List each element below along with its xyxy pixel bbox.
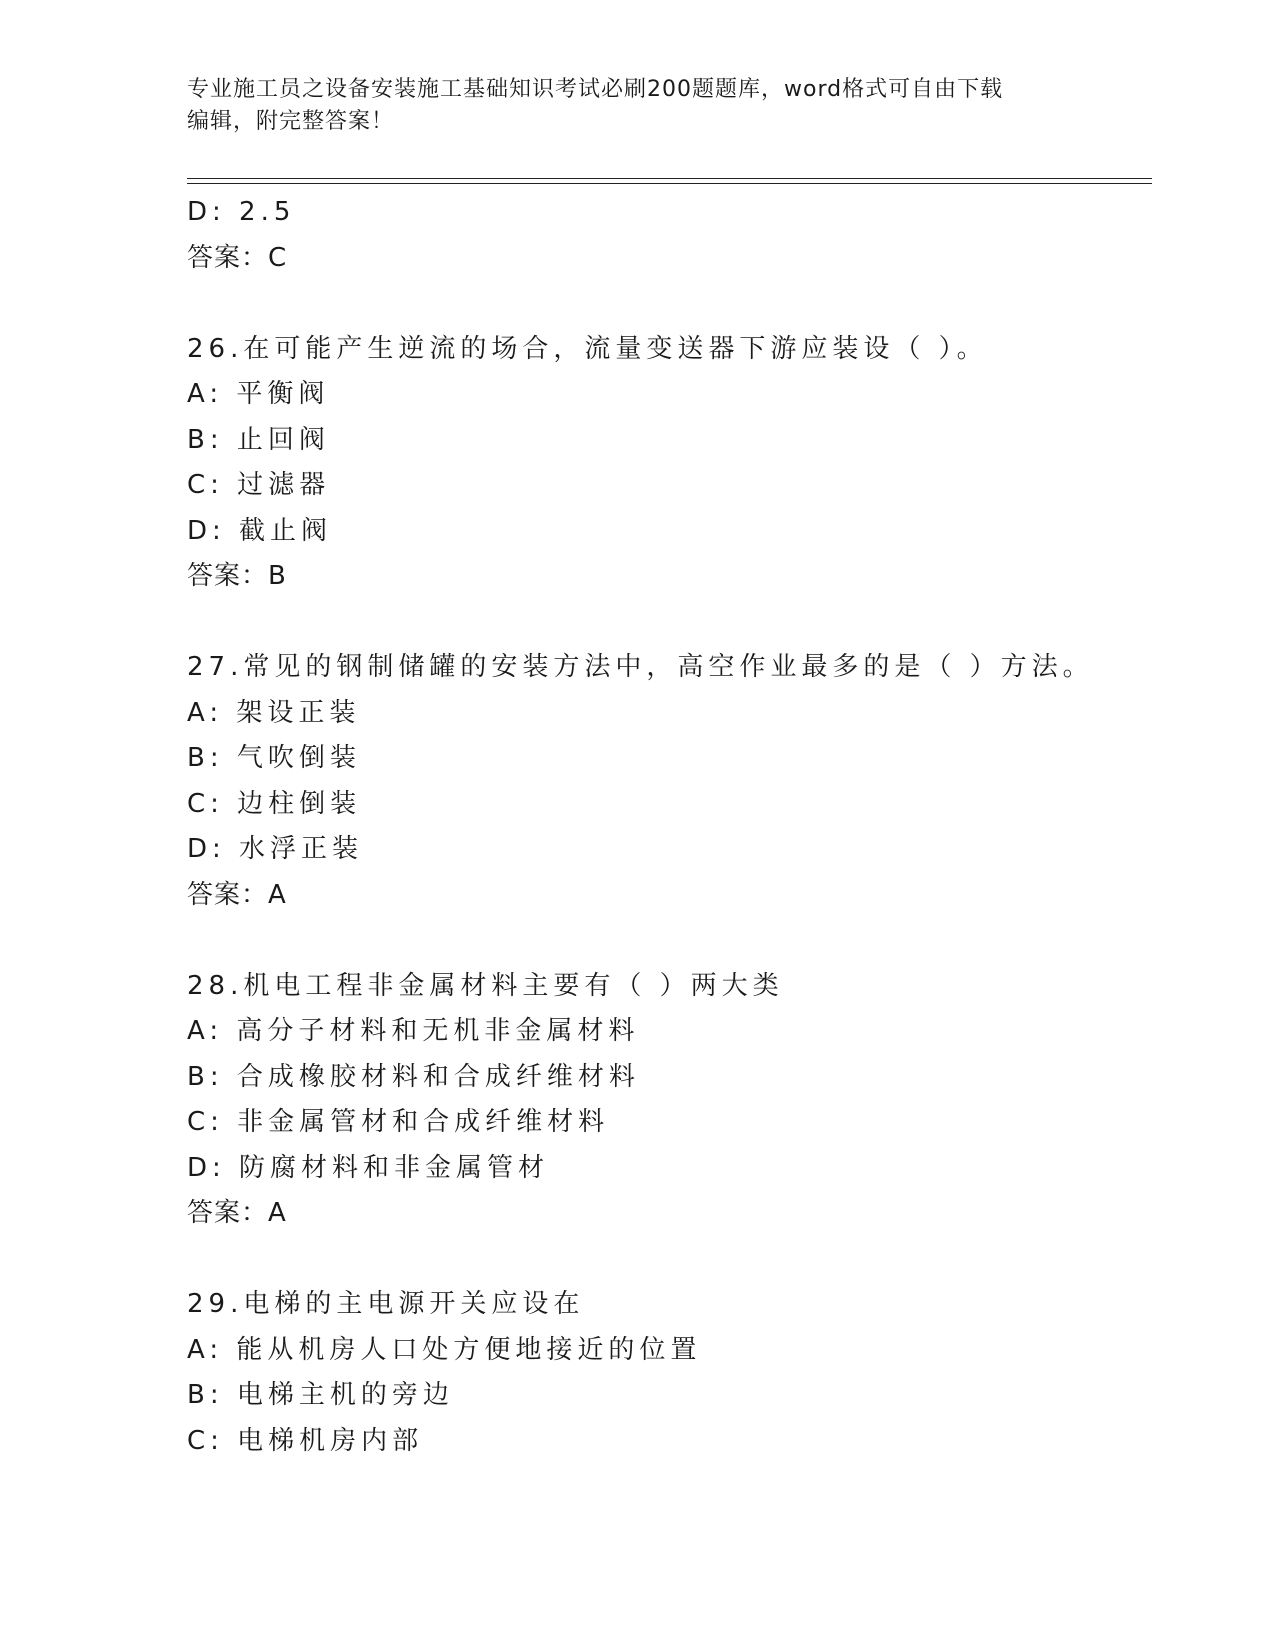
question-29 <box>187 1282 1187 1464</box>
spacer <box>187 600 1187 646</box>
option-c: C: 非金属管材和合成纤维材料 <box>187 1107 610 1137</box>
option-a: A: 平衡阀 <box>187 379 330 409</box>
answer-line: 答案：C <box>187 242 288 273</box>
option-a: A: 能从机房人口处方便地接近的位置 <box>187 1334 702 1365</box>
option-d: D: 防腐材料和非金属管材 <box>187 1152 550 1183</box>
question-27 <box>187 645 1187 918</box>
document-header <box>187 74 1067 138</box>
question-stem: 29.电梯的主电源开关应设在 <box>187 1289 585 1319</box>
question-stem: 28.机电工程非金属材料主要有（ ）两大类 <box>187 970 784 1001</box>
header-title-line-2: 编辑，附完整答案！ <box>187 109 395 134</box>
option-d: D: 截止阀 <box>187 515 333 546</box>
answer-line: 答案：A <box>187 1198 287 1228</box>
question-26 <box>187 327 1187 600</box>
answer-line: 答案：B <box>187 561 287 591</box>
option-c: C: 边柱倒装 <box>187 788 362 819</box>
option-a: A: 高分子材料和无机非金属材料 <box>187 1016 640 1046</box>
option-c: C: 过滤器 <box>187 470 331 500</box>
answer-line: 答案：A <box>187 879 287 910</box>
header-divider-bottom <box>187 183 1152 184</box>
spacer <box>187 281 1187 327</box>
question-28 <box>187 964 1187 1237</box>
option-b: B: 气吹倒装 <box>187 743 361 773</box>
option-b: B: 合成橡胶材料和合成纤维材料 <box>187 1061 640 1092</box>
previous-question-tail <box>187 190 1187 281</box>
option-d: D: 水浮正装 <box>187 834 364 864</box>
option-c: C: 电梯机房内部 <box>187 1425 424 1456</box>
header-title-line-1: 专业施工员之设备安装施工基础知识考试必刷200题题库，word格式可自由下载 <box>187 77 1004 102</box>
option-d: D: 2.5 <box>187 197 296 227</box>
option-b: B: 电梯主机的旁边 <box>187 1380 454 1410</box>
question-list <box>187 190 1187 1464</box>
question-stem: 26.在可能产生逆流的场合，流量变送器下游应装设（ ）。 <box>187 333 988 364</box>
option-b: B: 止回阀 <box>187 424 330 455</box>
option-a: A: 架设正装 <box>187 697 361 728</box>
spacer <box>187 1237 1187 1283</box>
header-divider-top <box>187 178 1152 179</box>
spacer <box>187 918 1187 964</box>
question-stem: 27.常见的钢制储罐的安装方法中，高空作业最多的是（ ）方法。 <box>187 652 1094 682</box>
